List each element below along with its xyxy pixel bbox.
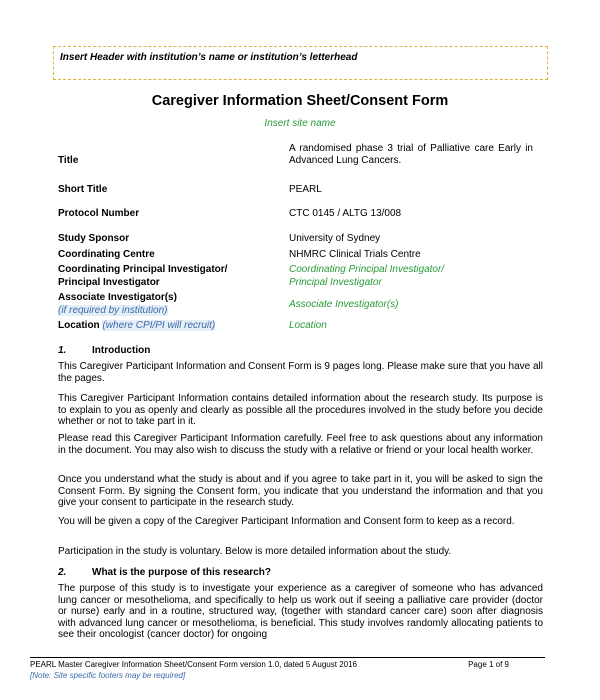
footer-text: PEARL Master Caregiver Information Sheet/Consent Form version 1.0, dated 5 August 2016 [30, 660, 357, 669]
protocol-label: Protocol Number [58, 208, 140, 219]
page-number: Page 1 of 9 [468, 660, 509, 669]
location-label-text: Location [58, 320, 100, 331]
header-placeholder: Insert Header with institution’s name or institution’s letterhead [53, 46, 548, 80]
section-1-paragraph: You will be given a copy of the Caregiver Participant Information and Consent form to keep as a record. [58, 516, 515, 527]
footer-divider [30, 657, 545, 658]
sponsor-value: University of Sydney [289, 233, 381, 244]
associate-label-text: Associate Investigator(s) [58, 292, 177, 303]
cpi-label: Coordinating Principal Investigator/ Principal Investigator [58, 264, 228, 288]
associate-label [58, 292, 278, 317]
section-2-heading [58, 567, 271, 578]
section-1-number: 1. [58, 345, 67, 356]
footer-note: [Note: Site specific footers may be required] [30, 671, 186, 680]
location-value: Location [289, 320, 327, 331]
section-1-paragraph: This Caregiver Participant Information and Consent Form is 9 pages long. Please make sure that you have all the pages. [58, 361, 543, 384]
location-note: (where CPI/PI will recruit) [102, 320, 216, 331]
title-value: A randomised phase 3 trial of Palliative care Early in Advanced Lung Cancers. [289, 143, 533, 166]
short-title-label: Short Title [58, 184, 108, 195]
section-1-paragraph: Participation in the study is voluntary. Below is more detailed information about the study. [58, 546, 452, 557]
document-title: Caregiver Information Sheet/Consent Form [151, 93, 449, 109]
section-1-paragraph: Please read this Caregiver Participant Information carefully. Feel free to ask questions about any information in the document. You may also wish to discuss the study with a relative or friend or your local health worker. [58, 433, 543, 456]
section-2-title: What is the purpose of this research? [92, 567, 271, 578]
centre-value: NHMRC Clinical Trials Centre [289, 249, 421, 260]
section-1-paragraph: Once you understand what the study is about and if you agree to take part in it, you will be asked to sign the Consent Form. By signing the Consent form, you indicate that you understand the information and that you give your consent to participate in the research study. [58, 474, 543, 509]
title-label: Title [58, 155, 79, 166]
site-name: Insert site name [264, 118, 336, 129]
section-1-heading [58, 345, 150, 356]
section-2-number: 2. [58, 567, 67, 578]
section-2-paragraph: The purpose of this study is to investigate your experience as a caregiver of someone who has advanced lung cancer or mesothelioma, and specifically to help us work out if seeing a palliative care provider (doctor or nurse) early and in a routine, structured way, (together with standard cancer care) soon after diagnosis with advanced lung cancer or mesothelioma, is beneficial. This study involves randomly allocating patients to see their oncologist (cancer doctor) for ongoing [58, 583, 543, 641]
centre-label: Coordinating Centre [58, 249, 155, 260]
associate-note: (if required by institution) [58, 304, 168, 316]
location-label [58, 320, 288, 333]
short-title-value: PEARL [289, 184, 322, 195]
protocol-value: CTC 0145 / ALTG 13/008 [289, 208, 402, 219]
section-1-title: Introduction [92, 345, 151, 356]
footer [30, 660, 545, 669]
cpi-value: Coordinating Principal Investigator/ Principal Investigator [289, 264, 445, 288]
associate-value: Associate Investigator(s) [289, 299, 399, 310]
section-1-paragraph: This Caregiver Participant Information contains detailed information about the research study. Its purpose is to explain to you as openly and clearly as possible all the procedures involved in the study before you decide whether or not to take part in it. [58, 393, 543, 428]
sponsor-label: Study Sponsor [58, 233, 130, 244]
